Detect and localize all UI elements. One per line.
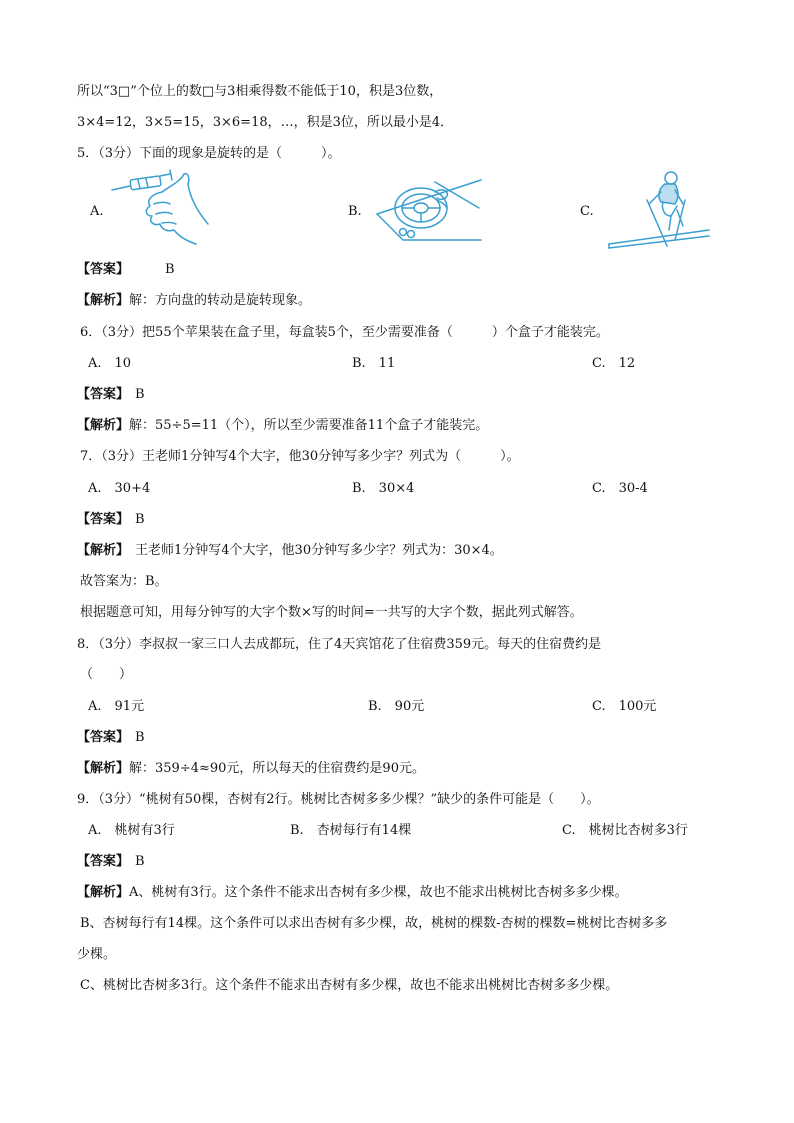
analysis-label: 【解析】 xyxy=(77,885,130,900)
q6-analysis xyxy=(77,417,488,435)
answer-label: 【答案】 xyxy=(77,854,130,869)
analysis-text: A、桃树有3行。这个条件不能求出杏树有多少棵，故也不能求出桃树比杏树多多少棵。 xyxy=(129,885,628,900)
q9-analysis-line-2: B、杏树每行有14棵。这个条件可以求出杏树有多少棵，故，桃树的棵数-杏树的棵数=桃树比杏树多多 xyxy=(80,916,668,931)
q9-option-c: C. 桃树比杏树多3行 xyxy=(562,823,688,838)
syringe-hand-illustration xyxy=(110,168,212,246)
analysis-text: 解：55÷5=11（个），所以至少需要准备11个盒子才能装完。 xyxy=(129,418,489,433)
q9-analysis xyxy=(77,884,628,902)
answer-label: 【答案】 xyxy=(77,262,130,277)
analysis-label: 【解析】 xyxy=(77,761,130,776)
analysis-text: 解：方向盘的转动是旋转现象。 xyxy=(129,293,312,308)
q8-analysis xyxy=(77,760,425,778)
q7-analysis xyxy=(77,542,503,560)
q6-option-b: B. 11 xyxy=(352,356,396,371)
q7-option-a: A. 30+4 xyxy=(88,481,151,496)
answer-label: 【答案】 xyxy=(77,730,130,745)
q9-answer xyxy=(77,853,145,871)
answer-value: B xyxy=(135,512,145,527)
q7-stem: 7．（3分）王老师1分钟写4个大字，他30分钟写多少字？列式为（ ）。 xyxy=(80,449,520,464)
analysis-label: 【解析】 xyxy=(77,418,130,433)
q5-answer xyxy=(77,261,175,279)
q7-analysis-line-2: 故答案为：B。 xyxy=(80,574,168,589)
answer-value: B xyxy=(165,262,175,277)
q8-option-c: C. 100元 xyxy=(592,699,657,714)
q9-option-a: A. 桃树有3行 xyxy=(88,823,175,838)
answer-value: B xyxy=(135,730,145,745)
answer-label: 【答案】 xyxy=(77,512,130,527)
q5-analysis xyxy=(77,292,311,310)
answer-value: B xyxy=(135,387,145,402)
q8-stem-line-2: （ ） xyxy=(80,667,133,682)
q8-stem: 8．（3分）李叔叔一家三口人去成都玩，住了4天宾馆花了住宿费359元。每天的住宿费约是 xyxy=(77,637,602,652)
solution-line-2: 3×4=12，3×5=15，3×6=18，…，积是3位，所以最小是4． xyxy=(77,115,454,130)
q8-option-a: A. 91元 xyxy=(88,699,145,714)
q8-option-b: B. 90元 xyxy=(368,699,425,714)
q6-option-c: C. 12 xyxy=(592,356,636,371)
steering-wheel-illustration xyxy=(375,178,483,242)
analysis-label: 【解析】 xyxy=(77,543,130,558)
skier-illustration xyxy=(605,170,713,250)
q9-option-b: B. 杏树每行有14棵 xyxy=(290,823,412,838)
q9-analysis-line-3: 少棵。 xyxy=(77,947,117,962)
q5-stem: 5．（3分）下面的现象是旋转的是（ ）。 xyxy=(77,146,341,161)
q5-option-a: A. xyxy=(90,204,104,219)
answer-label: 【答案】 xyxy=(77,387,130,402)
q9-analysis-line-4: C、桃树比杏树多3行。这个条件不能求出杏树有多少棵，故也不能求出桃树比杏树多多少棵。 xyxy=(80,978,619,993)
q8-answer xyxy=(77,729,145,747)
q7-answer xyxy=(77,511,145,529)
q7-analysis-line-3: 根据题意可知，用每分钟写的大字个数×写的时间=一共写的大字个数，据此列式解答。 xyxy=(80,605,583,620)
q9-stem: 9．（3分）“桃树有50棵，杏树有2行。桃树比杏树多多少棵？”缺少的条件可能是（ ）。 xyxy=(77,792,600,807)
solution-line-1: 所以“3□”个位上的数□与3相乘得数不能低于10，积是3位数， xyxy=(77,84,443,99)
analysis-text: 王老师1分钟写4个大字，他30分钟写多少字？列式为：30×4。 xyxy=(135,543,503,558)
q6-answer xyxy=(77,386,145,404)
answer-value: B xyxy=(135,854,145,869)
q6-option-a: A. 10 xyxy=(88,356,132,371)
q5-option-b: B. xyxy=(348,204,362,219)
analysis-label: 【解析】 xyxy=(77,293,130,308)
q6-stem: 6．（3分）把55个苹果装在盒子里，每盒装5个，至少需要准备（ ）个盒子才能装完。 xyxy=(80,325,609,340)
q5-option-c: C. xyxy=(580,204,594,219)
q7-option-b: B. 30×4 xyxy=(352,481,415,496)
q7-option-c: C. 30-4 xyxy=(592,481,648,496)
analysis-text: 解：359÷4≈90元，所以每天的住宿费约是90元。 xyxy=(129,761,425,776)
